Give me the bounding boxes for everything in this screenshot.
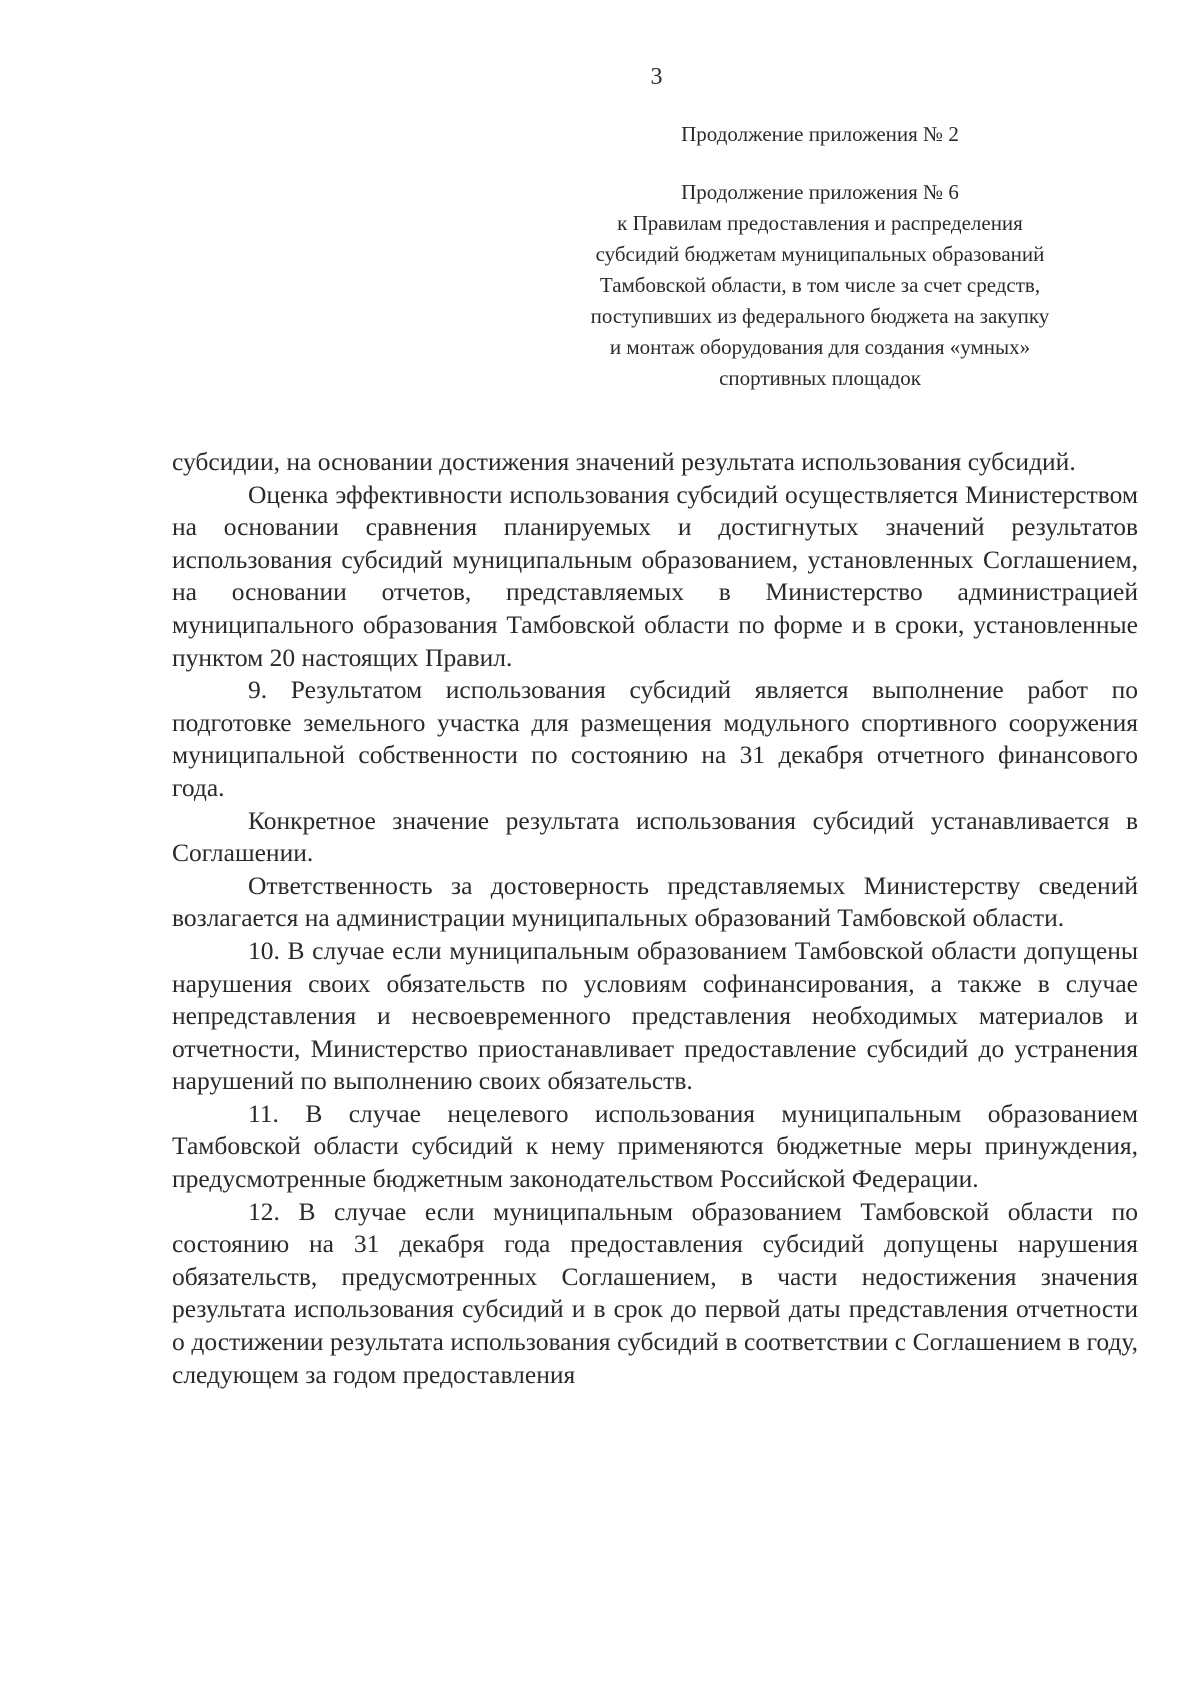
body-paragraph: 11. В случае нецелевого использования муниципальным образованием Тамбовской области субсидий к нему применяются бюджетные меры принуждения, предусмотренные бюджетным законодательством Российской Федерации. [172, 1098, 1138, 1194]
body-paragraph: субсидии, на основании достижения значений результата использования субсидий. [172, 447, 1076, 476]
body-paragraph: Оценка эффективности использования субсидий осуществляется Министерством на основании сравнения планируемых и достигнутых значений результатов использования субсидий муниципальным образованием, установленных Соглашением, на основании отчетов, представляемых в Министерство администрацией муниципального образования Тамбовской области по форме и в сроки, установленные пунктом 20 настоящих Правил. [172, 479, 1138, 672]
appendix-heading-line: Тамбовской области, в том числе за счет средств, [599, 273, 1041, 297]
appendix-heading-line: Продолжение приложения № 6 [681, 180, 959, 204]
body-paragraph: 10. В случае если муниципальным образованием Тамбовской области допущены нарушения своих обязательств по условиям софинансирования, а также в случае непредставления и несвоевременного представления необходимых материалов и отчетности, Министерство приостанавливает предоставление субсидий до устранения нарушений по выполнению своих обязательств. [172, 935, 1138, 1096]
appendix-heading-line: к Правилам предоставления и распределения [617, 211, 1023, 235]
body-paragraph: Ответственность за достоверность представляемых Министерству сведений возлагается на администрации муниципальных образований Тамбовской области. [172, 870, 1138, 933]
continuation-appendix-2-heading: Продолжение приложения № 2 [681, 122, 959, 146]
appendix-heading-line: субсидий бюджетам муниципальных образований [595, 242, 1045, 266]
appendix-heading-line: поступивших из федерального бюджета на закупку [590, 304, 1050, 328]
appendix-heading-line: и монтаж оборудования для создания «умных» [609, 335, 1031, 359]
body-paragraph: 12. В случае если муниципальным образованием Тамбовской области по состоянию на 31 декабря года предоставления субсидий допущены нарушения обязательств, предусмотренных Соглашением, в части недостижения значения результата использования субсидий и в срок до первой даты представления отчетности о достижении результата использования субсидий в соответствии с Соглашением в году, следующем за годом предоставления [172, 1196, 1138, 1389]
body-paragraph: Конкретное значение результата использования субсидий устанавливается в Соглашении. [172, 805, 1138, 868]
document-body [172, 446, 1138, 1391]
appendix-heading-line: спортивных площадок [719, 366, 921, 390]
body-paragraph: 9. Результатом использования субсидий является выполнение работ по подготовке земельного участка для размещения модульного спортивного сооружения муниципальной собственности по состоянию на 31 декабря отчетного финансового года. [172, 675, 1138, 802]
appendix-6-heading-block [540, 177, 1100, 394]
page-number: 3 [650, 64, 663, 90]
